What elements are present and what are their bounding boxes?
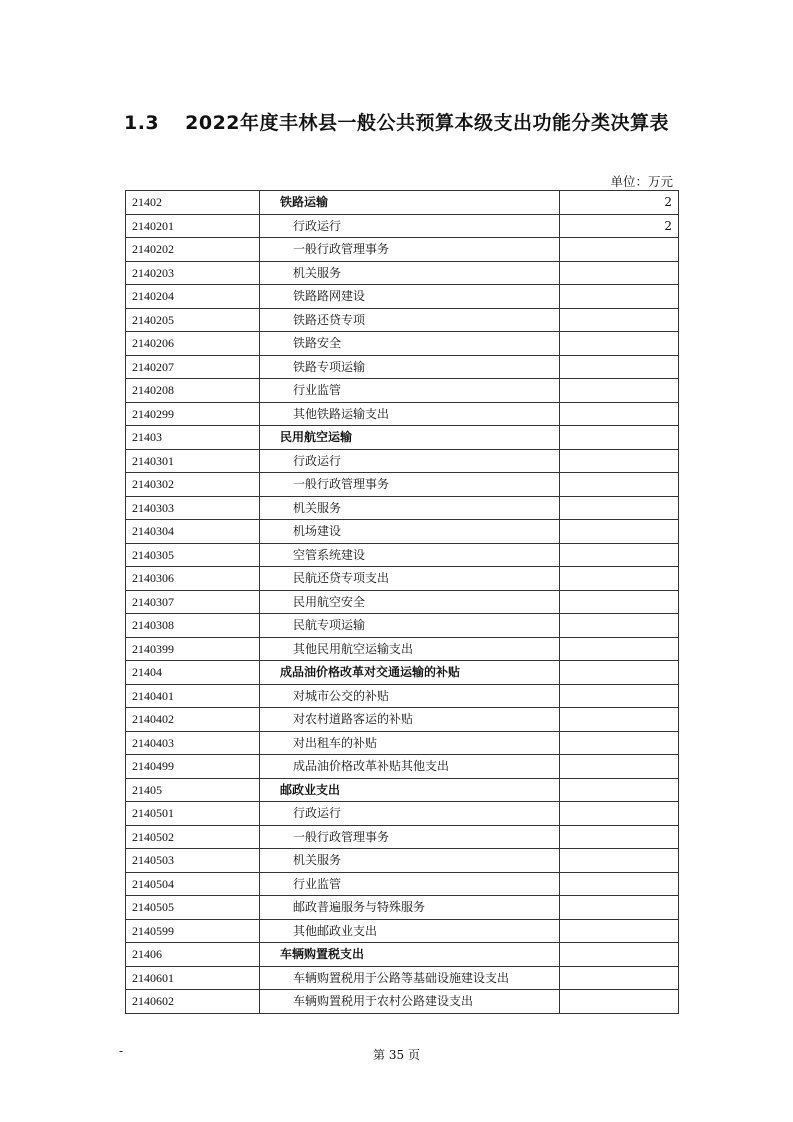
function-code-cell: 2140208 [126, 379, 260, 403]
function-name-cell: 对城市公交的补贴 [260, 684, 560, 708]
function-code-cell: 2140305 [126, 543, 260, 567]
amount-cell [560, 637, 679, 661]
function-name-cell: 铁路还贷专项 [260, 308, 560, 332]
amount-cell [560, 496, 679, 520]
amount-cell [560, 355, 679, 379]
amount-cell [560, 943, 679, 967]
amount-cell [560, 567, 679, 591]
function-name-cell: 一般行政管理事务 [260, 473, 560, 497]
function-name-cell: 铁路专项运输 [260, 355, 560, 379]
table-row [126, 755, 679, 779]
function-code-cell: 2140602 [126, 990, 260, 1014]
function-code-cell: 2140303 [126, 496, 260, 520]
function-name-cell: 民用航空运输 [260, 426, 560, 450]
amount-cell [560, 896, 679, 920]
amount-cell [560, 473, 679, 497]
category-row [126, 778, 679, 802]
table-row [126, 802, 679, 826]
table-row [126, 285, 679, 309]
table-row [126, 473, 679, 497]
function-code-cell: 2140499 [126, 755, 260, 779]
table-row [126, 825, 679, 849]
function-code-cell: 2140207 [126, 355, 260, 379]
function-name-cell: 对农村道路客运的补贴 [260, 708, 560, 732]
amount-cell [560, 379, 679, 403]
function-name-cell: 铁路安全 [260, 332, 560, 356]
function-name-cell: 一般行政管理事务 [260, 825, 560, 849]
amount-cell [560, 402, 679, 426]
amount-cell [560, 684, 679, 708]
function-code-cell: 2140204 [126, 285, 260, 309]
amount-cell [560, 449, 679, 473]
category-row [126, 191, 679, 215]
table-row [126, 872, 679, 896]
function-code-cell: 2140504 [126, 872, 260, 896]
table-row [126, 238, 679, 262]
function-code-cell: 2140205 [126, 308, 260, 332]
table-row [126, 708, 679, 732]
amount-cell [560, 238, 679, 262]
amount-cell [560, 755, 679, 779]
function-name-cell: 邮政业支出 [260, 778, 560, 802]
function-name-cell: 邮政普遍服务与特殊服务 [260, 896, 560, 920]
function-name-cell: 机场建设 [260, 520, 560, 544]
amount-cell: 2 [560, 191, 679, 215]
table-row [126, 261, 679, 285]
function-name-cell: 其他铁路运输支出 [260, 402, 560, 426]
function-name-cell: 车辆购置税用于公路等基础设施建设支出 [260, 966, 560, 990]
amount-cell [560, 966, 679, 990]
amount-cell [560, 731, 679, 755]
function-name-cell: 行业监管 [260, 379, 560, 403]
function-code-cell: 2140299 [126, 402, 260, 426]
function-name-cell: 一般行政管理事务 [260, 238, 560, 262]
category-row [126, 943, 679, 967]
function-code-cell: 2140402 [126, 708, 260, 732]
function-name-cell: 机关服务 [260, 496, 560, 520]
function-code-cell: 2140502 [126, 825, 260, 849]
function-code-cell: 2140599 [126, 919, 260, 943]
function-code-cell: 2140403 [126, 731, 260, 755]
footer-dash: - [119, 1044, 124, 1058]
function-code-cell: 2140202 [126, 238, 260, 262]
budget-table-body [126, 191, 679, 1014]
function-name-cell: 机关服务 [260, 261, 560, 285]
budget-table [125, 190, 679, 1014]
function-name-cell: 车辆购置税支出 [260, 943, 560, 967]
function-name-cell: 对出租车的补贴 [260, 731, 560, 755]
category-row [126, 661, 679, 685]
function-name-cell: 民用航空安全 [260, 590, 560, 614]
table-row [126, 590, 679, 614]
function-name-cell: 机关服务 [260, 849, 560, 873]
amount-cell [560, 520, 679, 544]
table-row [126, 567, 679, 591]
function-code-cell: 2140301 [126, 449, 260, 473]
amount-cell [560, 872, 679, 896]
function-code-cell: 2140302 [126, 473, 260, 497]
function-code-cell: 2140306 [126, 567, 260, 591]
function-code-cell: 2140206 [126, 332, 260, 356]
page-number: 第 35 页 [373, 1048, 420, 1062]
table-row [126, 637, 679, 661]
table-row [126, 449, 679, 473]
table-row [126, 520, 679, 544]
amount-cell [560, 708, 679, 732]
amount-cell [560, 990, 679, 1014]
function-code-cell: 2140505 [126, 896, 260, 920]
table-row [126, 214, 679, 238]
table-row [126, 990, 679, 1014]
function-name-cell: 铁路路网建设 [260, 285, 560, 309]
amount-cell [560, 285, 679, 309]
table-row [126, 896, 679, 920]
title-text: 2022年度丰林县一般公共预算本级支出功能分类决算表 [185, 112, 670, 134]
function-code-cell: 2140401 [126, 684, 260, 708]
function-name-cell: 成品油价格改革对交通运输的补贴 [260, 661, 560, 685]
amount-cell: 2 [560, 214, 679, 238]
amount-cell [560, 590, 679, 614]
table-row [126, 966, 679, 990]
table-row [126, 731, 679, 755]
table-row [126, 496, 679, 520]
function-code-cell: 2140308 [126, 614, 260, 638]
function-code-cell: 2140601 [126, 966, 260, 990]
amount-cell [560, 825, 679, 849]
title-number: 1.3 [123, 112, 160, 134]
function-code-cell: 2140503 [126, 849, 260, 873]
function-name-cell: 其他邮政业支出 [260, 919, 560, 943]
amount-cell [560, 614, 679, 638]
function-name-cell: 行政运行 [260, 802, 560, 826]
amount-cell [560, 426, 679, 450]
table-row [126, 614, 679, 638]
table-row [126, 402, 679, 426]
function-name-cell: 行业监管 [260, 872, 560, 896]
function-name-cell: 民航专项运输 [260, 614, 560, 638]
table-row [126, 849, 679, 873]
category-row [126, 426, 679, 450]
function-code-cell: 2140307 [126, 590, 260, 614]
function-code-cell: 2140501 [126, 802, 260, 826]
amount-cell [560, 543, 679, 567]
function-name-cell: 其他民用航空运输支出 [260, 637, 560, 661]
table-row [126, 684, 679, 708]
amount-cell [560, 332, 679, 356]
function-code-cell: 21404 [126, 661, 260, 685]
table-row [126, 355, 679, 379]
table-row [126, 332, 679, 356]
function-code-cell: 2140201 [126, 214, 260, 238]
function-name-cell: 民航还贷专项支出 [260, 567, 560, 591]
function-name-cell: 铁路运输 [260, 191, 560, 215]
function-name-cell: 空管系统建设 [260, 543, 560, 567]
function-code-cell: 2140203 [126, 261, 260, 285]
amount-cell [560, 661, 679, 685]
amount-cell [560, 802, 679, 826]
function-code-cell: 21403 [126, 426, 260, 450]
function-code-cell: 2140304 [126, 520, 260, 544]
amount-cell [560, 308, 679, 332]
amount-cell [560, 261, 679, 285]
function-code-cell: 21405 [126, 778, 260, 802]
function-code-cell: 2140399 [126, 637, 260, 661]
amount-cell [560, 849, 679, 873]
function-code-cell: 21402 [126, 191, 260, 215]
function-code-cell: 21406 [126, 943, 260, 967]
table-row [126, 543, 679, 567]
page-title [0, 108, 793, 135]
table-row [126, 308, 679, 332]
table-row [126, 379, 679, 403]
amount-cell [560, 778, 679, 802]
function-name-cell: 成品油价格改革补贴其他支出 [260, 755, 560, 779]
table-row [126, 919, 679, 943]
unit-label: 单位：万元 [610, 174, 673, 189]
function-name-cell: 行政运行 [260, 449, 560, 473]
function-name-cell: 行政运行 [260, 214, 560, 238]
function-name-cell: 车辆购置税用于农村公路建设支出 [260, 990, 560, 1014]
amount-cell [560, 919, 679, 943]
